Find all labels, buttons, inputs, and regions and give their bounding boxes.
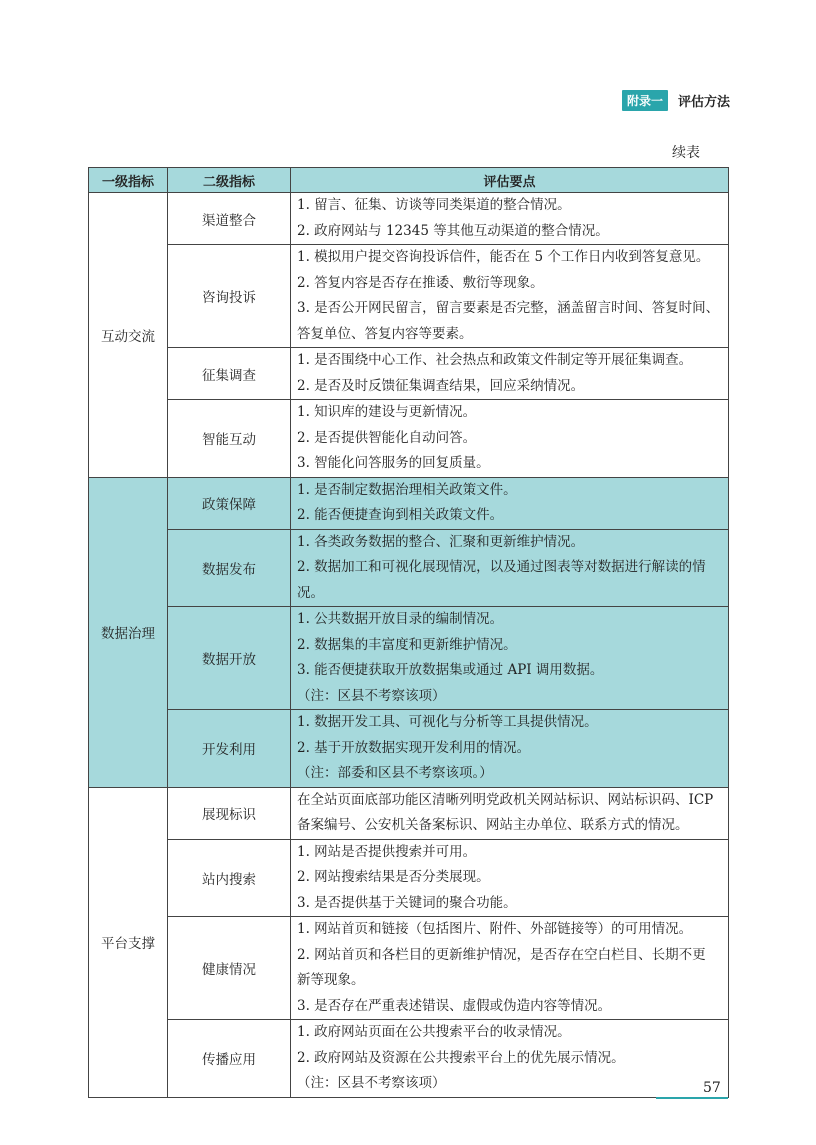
evaluation-point-line: 备案编号、公安机关备案标识、网站主办单位、联系方式的情况。 xyxy=(297,817,689,833)
evaluation-point-line: （注：区县不考察该项） xyxy=(297,687,446,704)
table-row xyxy=(89,348,729,400)
evaluation-point-line: 2. 数据集的丰富度和更新维护情况。 xyxy=(297,636,517,653)
evaluation-points xyxy=(291,917,729,1020)
evaluation-point-line: 1. 网站首页和链接（包括图片、附件、外部链接等）的可用情况。 xyxy=(297,921,693,937)
evaluation-point-line: 2. 网站首页和各栏目的更新维护情况，是否存在空白栏目、长期不更 xyxy=(297,946,706,963)
level2-indicator: 站内搜索 xyxy=(168,839,291,917)
evaluation-points xyxy=(291,400,729,478)
level2-indicator: 征集调查 xyxy=(168,348,291,400)
table-row xyxy=(89,917,729,1020)
column-header-level2: 二级指标 xyxy=(168,168,291,193)
evaluation-point-line: （注：部委和区县不考察该项。） xyxy=(297,765,493,781)
evaluation-point-line: 3. 能否便捷获取开放数据集或通过 API 调用数据。 xyxy=(297,662,604,678)
table-row xyxy=(89,787,729,839)
evaluation-point-line: 1. 留言、征集、访谈等同类渠道的整合情况。 xyxy=(297,197,571,213)
evaluation-table xyxy=(88,167,729,1098)
level2-indicator: 渠道整合 xyxy=(168,193,291,245)
evaluation-point-line: 2. 网站搜索结果是否分类展现。 xyxy=(297,869,490,885)
level2-indicator: 健康情况 xyxy=(168,917,291,1020)
level2-indicator: 政策保障 xyxy=(168,477,291,529)
appendix-title: 评估方法 xyxy=(678,95,731,110)
evaluation-points xyxy=(291,245,729,348)
evaluation-points xyxy=(291,839,729,917)
continued-label: 续表 xyxy=(672,145,700,161)
evaluation-points xyxy=(291,529,729,607)
evaluation-point-line: 1. 数据开发工具、可视化与分析等工具提供情况。 xyxy=(297,714,598,730)
evaluation-point-line: 1. 模拟用户提交咨询投诉信件，能否在 5 个工作日内收到答复意见。 xyxy=(297,249,710,265)
table-row xyxy=(89,529,729,607)
table-row xyxy=(89,245,729,348)
evaluation-points xyxy=(291,607,729,710)
evaluation-points xyxy=(291,477,729,529)
evaluation-points xyxy=(291,710,729,788)
evaluation-point-line: 3. 是否存在严重表述错误、虚假或伪造内容等情况。 xyxy=(297,997,612,1014)
evaluation-point-line: 新等现象。 xyxy=(297,972,365,988)
evaluation-point-line: 在全站页面底部功能区清晰列明党政机关网站标识、网站标识码、ICP xyxy=(297,791,714,808)
level2-indicator: 数据发布 xyxy=(168,529,291,607)
evaluation-point-line: 2. 数据加工和可视化展现情况，以及通过图表等对数据进行解读的情况。 xyxy=(297,559,706,601)
level2-indicator: 咨询投诉 xyxy=(168,245,291,348)
evaluation-points xyxy=(291,348,729,400)
table-row xyxy=(89,477,729,529)
evaluation-point-line: 1. 网站是否提供搜索并可用。 xyxy=(297,843,477,860)
evaluation-point-line: （注：区县不考察该项） xyxy=(297,1075,446,1091)
column-header-points: 评估要点 xyxy=(291,168,729,193)
table-row xyxy=(89,400,729,478)
evaluation-point-line: 2. 能否便捷查询到相关政策文件。 xyxy=(297,507,504,523)
table-row xyxy=(89,607,729,710)
evaluation-point-line: 1. 政府网站页面在公共搜索平台的收录情况。 xyxy=(297,1024,571,1040)
level2-indicator: 开发利用 xyxy=(168,710,291,788)
level1-indicator: 数据治理 xyxy=(89,477,168,787)
page-number: 57 xyxy=(703,1080,721,1096)
evaluation-point-line: 2. 政府网站与 12345 等其他互动渠道的整合情况。 xyxy=(297,222,609,239)
evaluation-point-line: 1. 是否制定数据治理相关政策文件。 xyxy=(297,481,517,498)
evaluation-point-line: 2. 是否提供智能化自动问答。 xyxy=(297,429,477,446)
level2-indicator: 传播应用 xyxy=(168,1020,291,1098)
evaluation-points xyxy=(291,193,729,245)
level2-indicator: 智能互动 xyxy=(168,400,291,478)
appendix-header xyxy=(622,90,730,111)
column-header-level1: 一级指标 xyxy=(89,168,168,193)
level1-indicator: 互动交流 xyxy=(89,193,168,478)
table-row xyxy=(89,839,729,917)
level2-indicator: 数据开放 xyxy=(168,607,291,710)
evaluation-point-line: 2. 是否及时反馈征集调查结果，回应采纳情况。 xyxy=(297,377,585,394)
evaluation-point-line: 1. 各类政务数据的整合、汇聚和更新维护情况。 xyxy=(297,533,585,550)
table-header-row xyxy=(89,168,729,193)
evaluation-point-line: 1. 公共数据开放目录的编制情况。 xyxy=(297,611,504,627)
evaluation-points xyxy=(291,1020,729,1098)
level1-indicator: 平台支撑 xyxy=(89,787,168,1097)
evaluation-point-line: 2. 基于开放数据实现开发利用的情况。 xyxy=(297,739,531,756)
evaluation-point-line: 2. 答复内容是否存在推诿、敷衍等现象。 xyxy=(297,274,544,291)
evaluation-point-line: 1. 知识库的建设与更新情况。 xyxy=(297,404,477,420)
evaluation-points xyxy=(291,787,729,839)
evaluation-point-line: 3. 是否提供基于关键词的聚合功能。 xyxy=(297,894,517,911)
evaluation-point-line: 1. 是否围绕中心工作、社会热点和政策文件制定等开展征集调查。 xyxy=(297,352,693,368)
level2-indicator: 展现标识 xyxy=(168,787,291,839)
table-row xyxy=(89,193,729,245)
evaluation-point-line: 2. 政府网站及资源在公共搜索平台上的优先展示情况。 xyxy=(297,1049,625,1066)
table-body xyxy=(89,193,729,1098)
evaluation-point-line: 3. 是否公开网民留言，留言要素是否完整，涵盖留言时间、答复时间、 xyxy=(297,300,720,316)
table-row xyxy=(89,710,729,788)
evaluation-point-line: 3. 智能化问答服务的回复质量。 xyxy=(297,455,490,471)
table-row xyxy=(89,1020,729,1098)
footer-rule xyxy=(656,1097,728,1099)
appendix-badge: 附录一 xyxy=(622,90,668,111)
evaluation-point-line: 答复单位、答复内容等要素。 xyxy=(297,325,473,342)
